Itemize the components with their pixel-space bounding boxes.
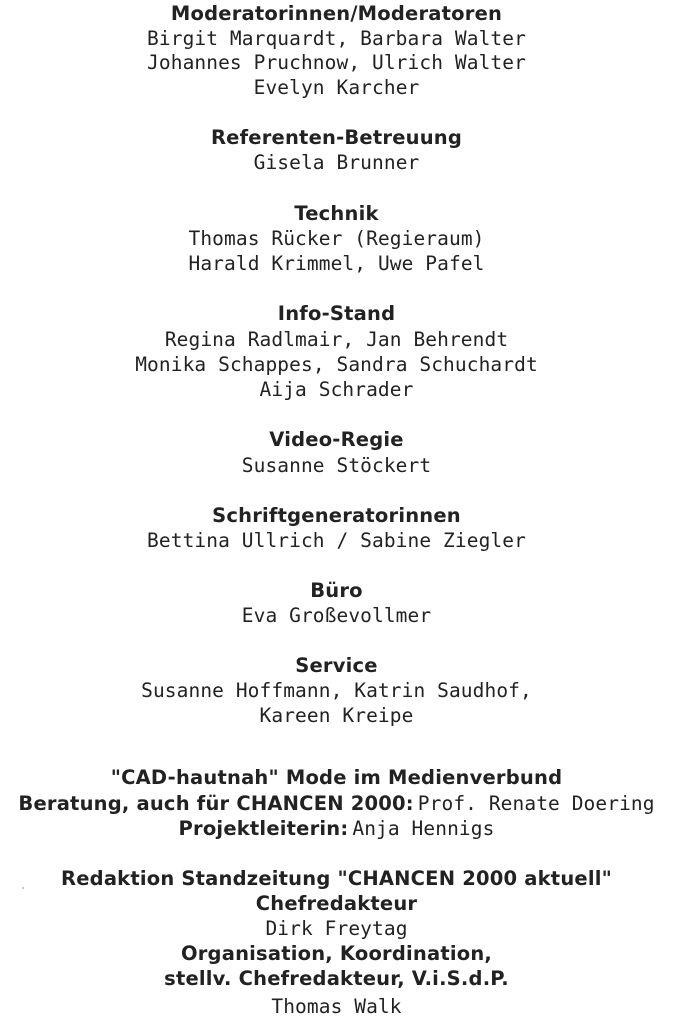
scan-speck	[22, 887, 24, 889]
cad-heading: "CAD-hautnah" Mode im Medienverbund	[110, 766, 563, 789]
section-heading-video-regie: Video-Regie	[269, 428, 404, 451]
redaktion-heading: Redaktion Standzeitung "CHANCEN 2000 aktuell"	[61, 867, 612, 890]
stellv-label: stellv. Chefredakteur, V.i.S.d.P.	[164, 967, 509, 990]
name-line: Harald Krimmel, Uwe Pafel	[188, 252, 485, 275]
beratung-name: Prof. Renate Doering	[417, 792, 655, 815]
name-line: Evelyn Karcher	[253, 76, 420, 99]
projekt-label: Projektleiterin:	[178, 817, 349, 840]
name-line: Johannes Pruchnow, Ulrich Walter	[147, 51, 526, 74]
name-line: Aija Schrader	[259, 378, 414, 401]
name-line: Susanne Hoffmann, Katrin Saudhof,	[141, 679, 532, 702]
beratung-label: Beratung, auch für CHANCEN 2000:	[18, 792, 414, 815]
name-line: Kareen Kreipe	[259, 704, 414, 727]
name-line: Gisela Brunner	[253, 151, 420, 174]
name-line: Monika Schappes, Sandra Schuchardt	[135, 353, 538, 376]
section-heading-service: Service	[295, 654, 378, 677]
section-heading-moderatoren: Moderatorinnen/Moderatoren	[170, 2, 503, 25]
name-line: Regina Radlmair, Jan Behrendt	[164, 328, 509, 351]
projekt-name: Anja Hennigs	[352, 817, 495, 840]
name-line: Eva Großevollmer	[241, 604, 432, 627]
section-heading-referenten: Referenten-Betreuung	[210, 126, 463, 149]
name-line: Susanne Stöckert	[241, 454, 432, 477]
section-heading-schriftgeneratorinnen: Schriftgeneratorinnen	[212, 504, 461, 527]
name-line: Thomas Rücker (Regieraum)	[188, 227, 485, 250]
section-heading-buero: Büro	[310, 579, 363, 602]
projektleiterin-line	[0, 816, 673, 843]
organisation-label: Organisation, Koordination,	[180, 942, 493, 965]
section-heading-technik: Technik	[294, 202, 379, 225]
chefredakteur-label: Chefredakteur	[255, 892, 418, 915]
name-line: Birgit Marquardt, Barbara Walter	[147, 27, 526, 50]
beratung-line	[0, 791, 673, 818]
name-line: Bettina Ullrich / Sabine Ziegler	[147, 529, 526, 552]
chefredakteur-name: Dirk Freytag	[265, 917, 408, 940]
section-heading-info-stand: Info-Stand	[277, 302, 396, 325]
organisation-name: Thomas Walk	[271, 995, 402, 1018]
